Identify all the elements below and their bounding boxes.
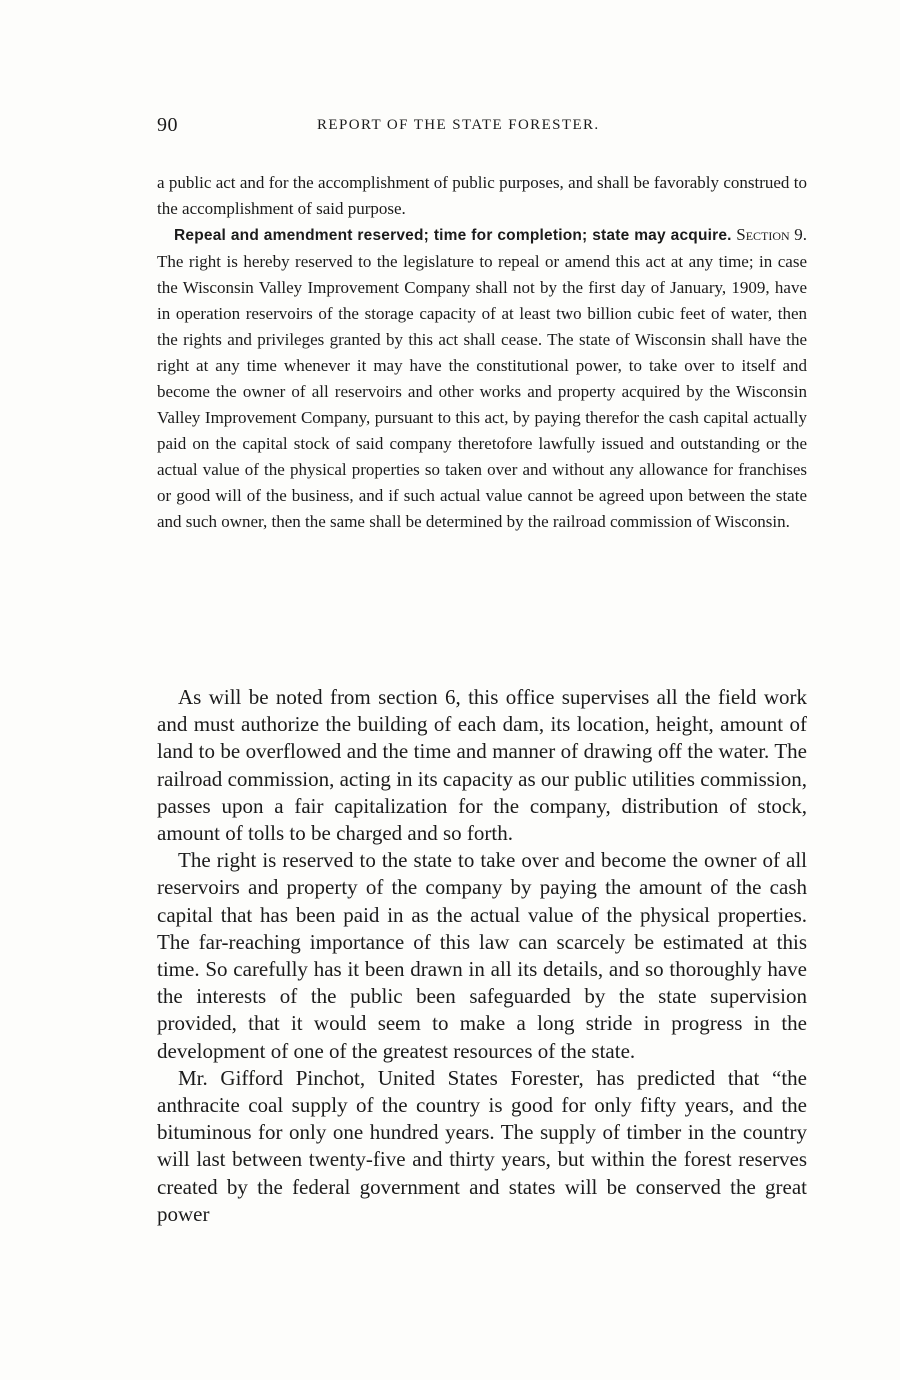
commentary-paragraph-3: Mr. Gifford Pinchot, United States Forester, has predicted that “the anthracite coal supply of the country is good for only fifty years, and the bituminous for only one hundred years. The supply of timber in the country will last between twenty-five and thirty years, but within the forest reserves created by the federal government and states will be conserved the great power	[157, 1065, 807, 1226]
statute-continuation: a public act and for the accomplishment of public purposes, and shall be favorably construed to the accomplishment of said purpose.	[157, 173, 807, 218]
running-title: REPORT OF THE STATE FORESTER.	[317, 117, 600, 133]
section-9-body: The right is hereby reserved to the legislature to repeal or amend this act at any time; in case the Wisconsin Valley Improvement Company shall not by the first day of January, 1909, have in operation reservoirs of the storage capacity of at least two billion cubic feet of water, then the rights and privileges granted by this act shall cease. The state of Wisconsin shall have the right at any time whenever it may have the constitutional power, to take over to itself and become the owner of all reservoirs and other works and property acquired by the Wisconsin Valley Improvement Company, pursuant to this act, by paying therefor the cash capital actually paid on the capital stock of said company theretofore lawfully issued and outstanding or the actual value of the physical properties so taken over and without any allowance for franchises or good will of the business, and if such actual value cannot be agreed upon between the state and such owner, then the same shall be determined by the railroad commission of Wisconsin.	[157, 252, 807, 531]
commentary-paragraph-1: As will be noted from section 6, this office supervises all the field work and must authorize the building of each dam, its location, height, amount of land to be overflowed and the time and manner of drawing off the water. The railroad commission, acting in its capacity as our public utilities commission, passes upon a fair capitalization for the company, distribution of stock, amount of tolls to be charged and so forth.	[157, 685, 807, 846]
section-9-label: Section 9.	[736, 225, 808, 244]
statute-text	[157, 170, 807, 535]
section-9	[157, 222, 807, 535]
commentary-paragraph-2: The right is reserved to the state to take over and become the owner of all reservoirs and property of the company by paying the amount of the cash capital that has been paid in as the actual value of the physical properties. The far-reaching importance of this law can scarcely be estimated at this time. So carefully has it been drawn in all its details, and so thoroughly have the interests of the public been safeguarded by the state supervision provided, that it would seem to make a long stride in progress in the development of one of the greatest resources of the state.	[157, 848, 807, 1063]
page-header	[157, 114, 807, 138]
page-number: 90	[157, 114, 178, 136]
section-9-side-heading: Repeal and amendment reserved; time for completion; state may acquire.	[174, 227, 732, 244]
commentary	[157, 684, 807, 1228]
